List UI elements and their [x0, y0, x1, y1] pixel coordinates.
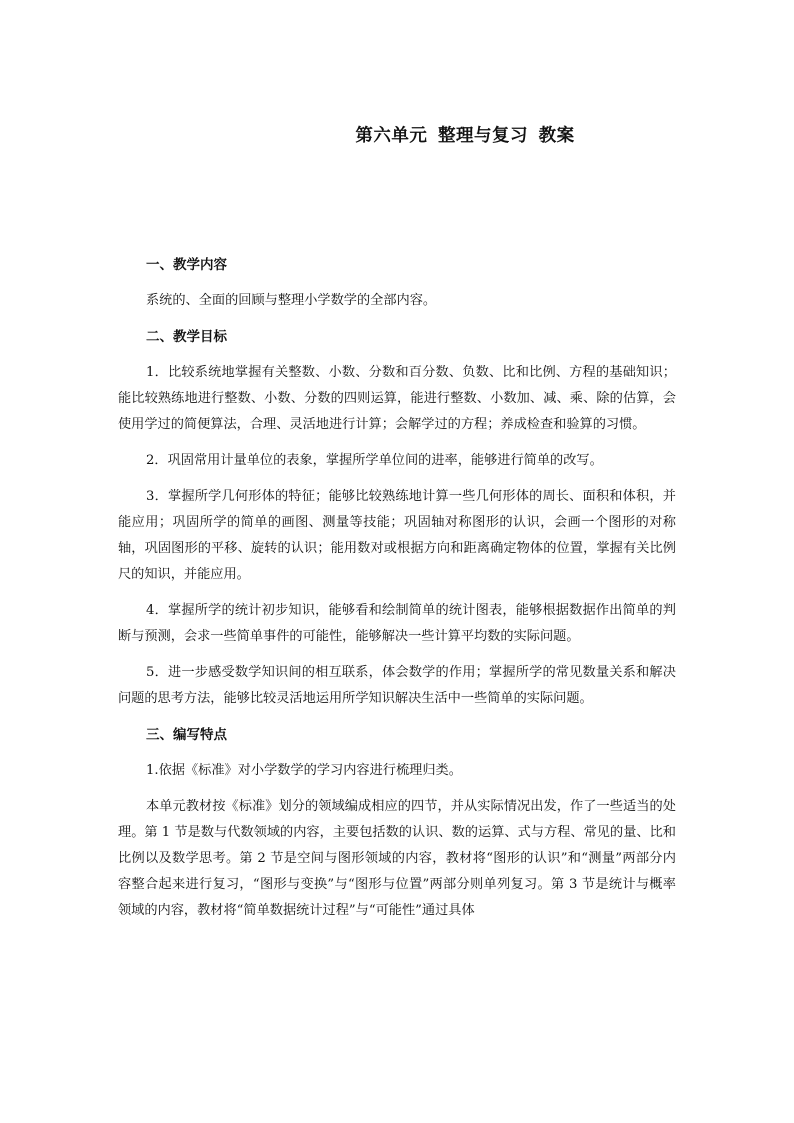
paragraph: 系统的、全面的回顾与整理小学数学的全部内容。 — [146, 293, 437, 308]
paragraph: 5．进一步感受数学知识间的相互联系，体会数学的作用；掌握所学的常见数量关系和解决问题的思考方法，能够比较灵活地运用所学知识解决生活中一些简单的实际问题。 — [118, 665, 676, 706]
paragraph: 1．比较系统地掌握有关整数、小数、分数和百分数、负数、比和比例、方程的基础知识；能比较熟练地进行整数、小数、分数的四则运算，能进行整数、小数加、减、乘、除的估算，会使用学过的简便算法，合理、灵活地进行计算；会解学过的方程；养成检查和验算的习惯。 — [118, 365, 676, 432]
document-title: 第六单元 整理与复习 教案 — [355, 126, 575, 146]
section-heading-teaching-goals: 二、教学目标 — [146, 329, 227, 345]
paragraph: 4．掌握所学的统计初步知识，能够看和绘制简单的统计图表，能够根据数据作出简单的判断与预测，会求一些简单事件的可能性，能够解决一些计算平均数的实际问题。 — [118, 603, 676, 644]
paragraph: 1.依据《标准》对小学数学的学习内容进行梳理归类。 — [146, 763, 462, 778]
document-body — [118, 252, 676, 924]
paragraph: 3．掌握所学几何形体的特征；能够比较熟练地计算一些几何形体的周长、面积和体积，并能应用；巩固所学的简单的画图、测量等技能；巩固轴对称图形的认识，会画一个图形的对称轴，巩固图形的平移、旋转的认识；能用数对或根据方向和距离确定物体的位置，掌握有关比例尺的知识，并能应用。 — [118, 489, 676, 582]
section-heading-teaching-content: 一、教学内容 — [146, 257, 227, 273]
paragraph: 本单元教材按《标准》划分的领域编成相应的四节，并从实际情况出发，作了一些适当的处理。第 1 节是数与代数领域的内容，主要包括数的认识、数的运算、式与方程、常见的量、比和比例以及数学思考。第 2 节是空间与图形领域的内容，教材将“图形的认识”和“测量”两部分内容整合起来进行复习，“图形与变换”与“图形与位置”两部分则单列复习。第 3 节是统计与概率领域的内容，教材将“简单数据统计过程”与“可能性”通过具体 — [118, 799, 676, 918]
paragraph: 2．巩固常用计量单位的表象，掌握所学单位间的进率，能够进行简单的改写。 — [146, 453, 603, 468]
section-heading-writing-features: 三、编写特点 — [146, 727, 227, 743]
